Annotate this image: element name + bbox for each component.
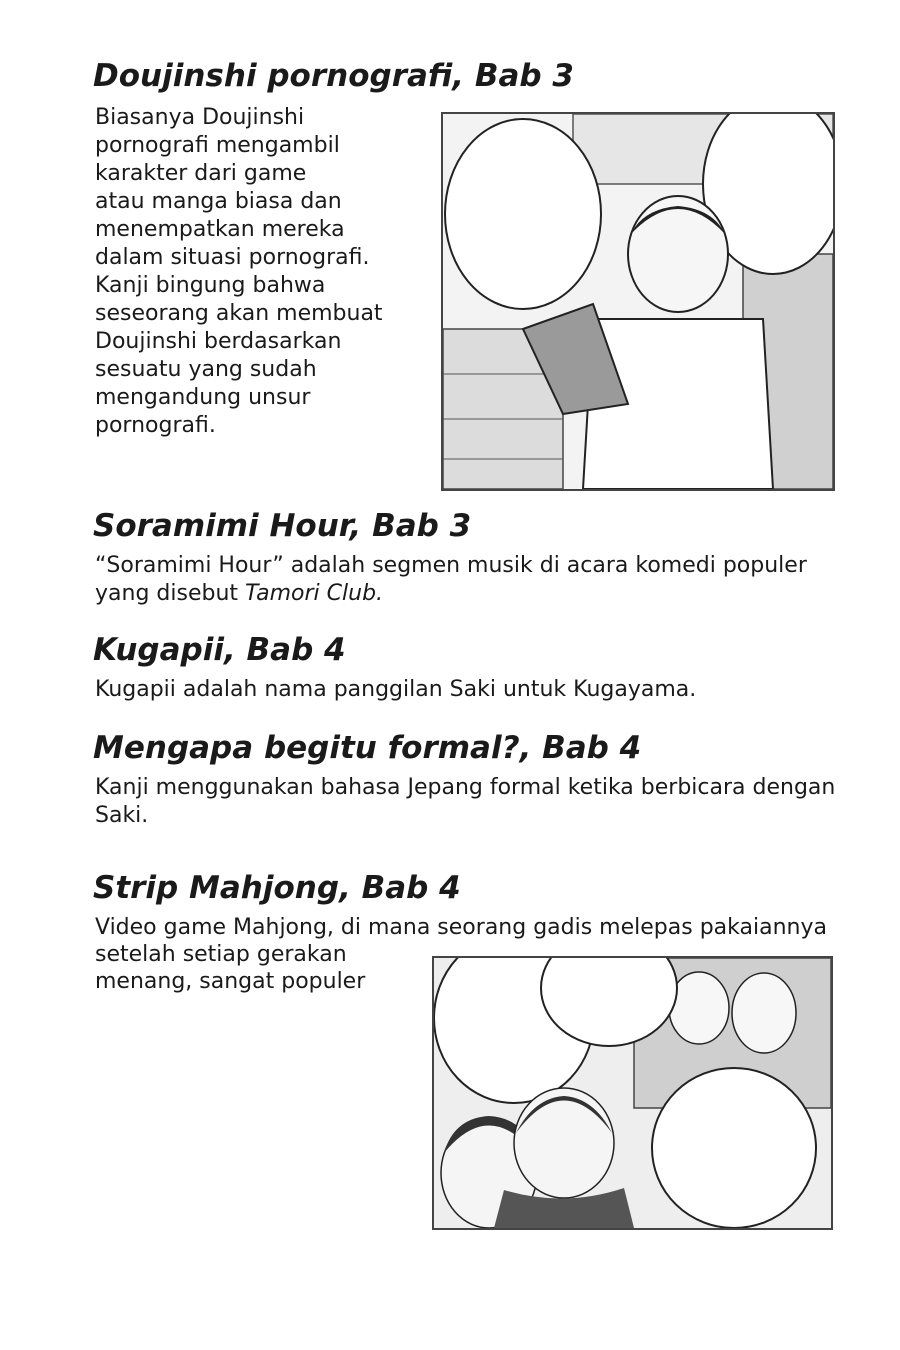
section-body-kugapii: Kugapii adalah nama panggilan Saki untuk Kugayama. [95, 677, 697, 702]
soramimi-body-text: “Soramimi Hour” adalah segmen musik di acara komedi populer yang disebut [95, 553, 807, 606]
manga-panel-bookstore [441, 112, 835, 491]
section-body-soramimi [95, 552, 875, 608]
soramimi-show-title: Tamori Club. [245, 581, 384, 606]
section-body-strip-mahjong: Video game Mahjong, di mana seorang gadis melepas pakaiannya setelah setiap gerakan menang, sangat populer [95, 915, 827, 994]
section-body-doujinshi: Biasanya Doujinshi pornografi mengambil karakter dari game atau manga biasa dan menempatkan mereka dalam situasi pornografi. Kanji bingung bahwa seseorang akan membuat Doujinshi berdasarkan sesuatu yang sudah mengandung unsur pornografi. [95, 105, 383, 438]
section-heading-soramimi: Soramimi Hour, Bab 3 [93, 508, 472, 544]
manga-panel-mahjong [432, 956, 833, 1230]
section-body-formal: Kanji menggunakan bahasa Jepang formal ketika berbicara dengan Saki. [95, 775, 836, 828]
section-heading-doujinshi: Doujinshi pornografi, Bab 3 [93, 58, 574, 94]
section-heading-strip-mahjong: Strip Mahjong, Bab 4 [93, 870, 461, 906]
section-heading-formal: Mengapa begitu formal?, Bab 4 [93, 730, 642, 766]
section-heading-kugapii: Kugapii, Bab 4 [93, 632, 346, 668]
